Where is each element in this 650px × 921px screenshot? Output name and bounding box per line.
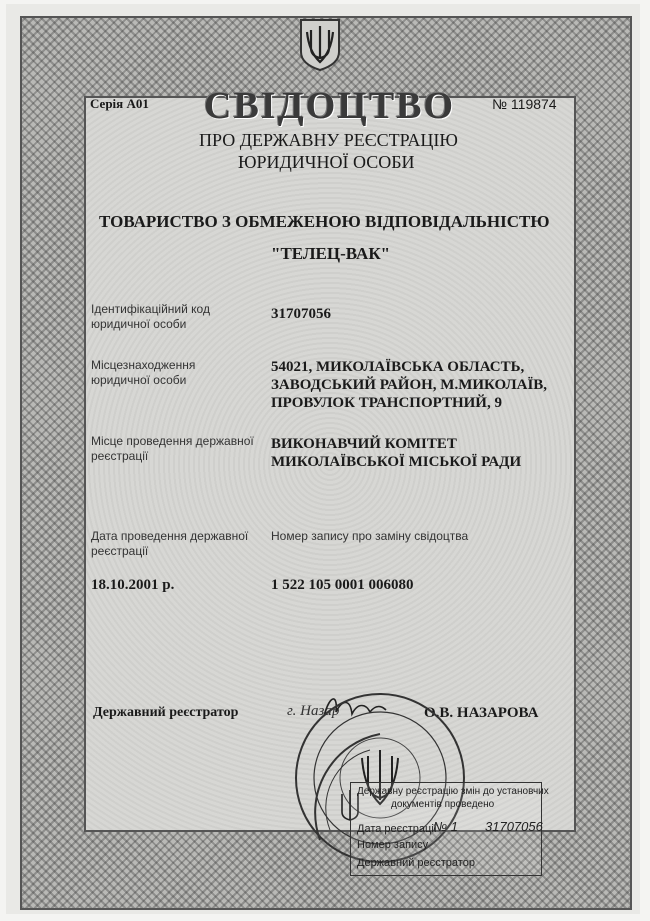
amendment-stamp-line-3: Дата реєстрації — [357, 823, 437, 835]
handwritten-signature: г. Назар — [287, 703, 340, 719]
certificate-title: СВІДОЦТВО — [204, 85, 456, 127]
amendment-stamp-handwritten-no: № 1 — [433, 819, 458, 834]
subtitle-line-2: ЮРИДИЧНОЇ ОСОБИ — [238, 152, 415, 172]
reg-place-value — [271, 435, 521, 471]
series-label: Серія А01 — [90, 96, 149, 111]
reg-place-label-line-2: реєстрації — [91, 449, 149, 463]
company-name: "ТЕЛЕЦ-ВАК" — [271, 244, 391, 263]
reg-date-label — [91, 529, 248, 559]
company-type: ТОВАРИСТВО З ОБМЕЖЕНОЮ ВІДПОВІДАЛЬНІСТЮ — [99, 212, 550, 231]
reg-date-label-line-2: реєстрації — [91, 544, 149, 558]
record-label: Номер запису про заміну свідоцтва — [271, 529, 469, 543]
reg-place-line-1: ВИКОНАВЧИЙ КОМІТЕТ — [271, 436, 457, 452]
amendment-stamp-line-1: Державну реєстрацію змін до установчих — [357, 786, 549, 797]
amendment-stamp-line-5: Державний реєстратор — [357, 857, 475, 869]
reg-date-label-line-1: Дата проведення державної — [91, 529, 249, 543]
reg-place-label — [91, 434, 254, 464]
reg-date-value: 18.10.2001 р. — [91, 577, 175, 593]
location-line-2: ЗАВОДСЬКИЙ РАЙОН, М.МИКОЛАЇВ, — [271, 377, 548, 393]
id-code-label-line-1: Ідентифікаційний код — [91, 302, 210, 316]
id-code-label-line-2: юридичної особи — [91, 317, 187, 331]
location-line-3: ПРОВУЛОК ТРАНСПОРТНИЙ, 9 — [271, 395, 502, 411]
location-line-1: 54021, МИКОЛАЇВСЬКА ОБЛАСТЬ, — [271, 359, 525, 375]
location-label-line-1: Місцезнаходження — [91, 358, 196, 372]
id-code-label — [91, 302, 210, 332]
subtitle-line-1: ПРО ДЕРЖАВНУ РЕЄСТРАЦІЮ — [199, 130, 458, 150]
location-label-line-2: юридичної особи — [91, 373, 187, 387]
registrar-name: О.В. НАЗАРОВА — [424, 705, 539, 721]
amendment-stamp-line-2: документів проведено — [391, 799, 495, 810]
location-value — [271, 358, 547, 412]
amendment-stamp-line-4: Номер запису — [357, 839, 429, 851]
reg-place-label-line-1: Місце проведення державної — [91, 434, 254, 448]
reg-place-line-2: МИКОЛАЇВСЬКОЇ МІСЬКОЇ РАДИ — [271, 454, 522, 470]
trident-emblem-icon — [297, 18, 343, 72]
certificate-number: № 119874 — [492, 96, 557, 112]
amendment-stamp-handwritten-code: 31707056 — [485, 819, 543, 834]
location-label — [91, 358, 195, 388]
id-code-value: 31707056 — [271, 306, 331, 322]
record-value: 1 522 105 0001 006080 — [271, 577, 414, 593]
amendment-stamp — [350, 782, 549, 876]
registrar-label: Державний реєстратор — [93, 705, 239, 720]
